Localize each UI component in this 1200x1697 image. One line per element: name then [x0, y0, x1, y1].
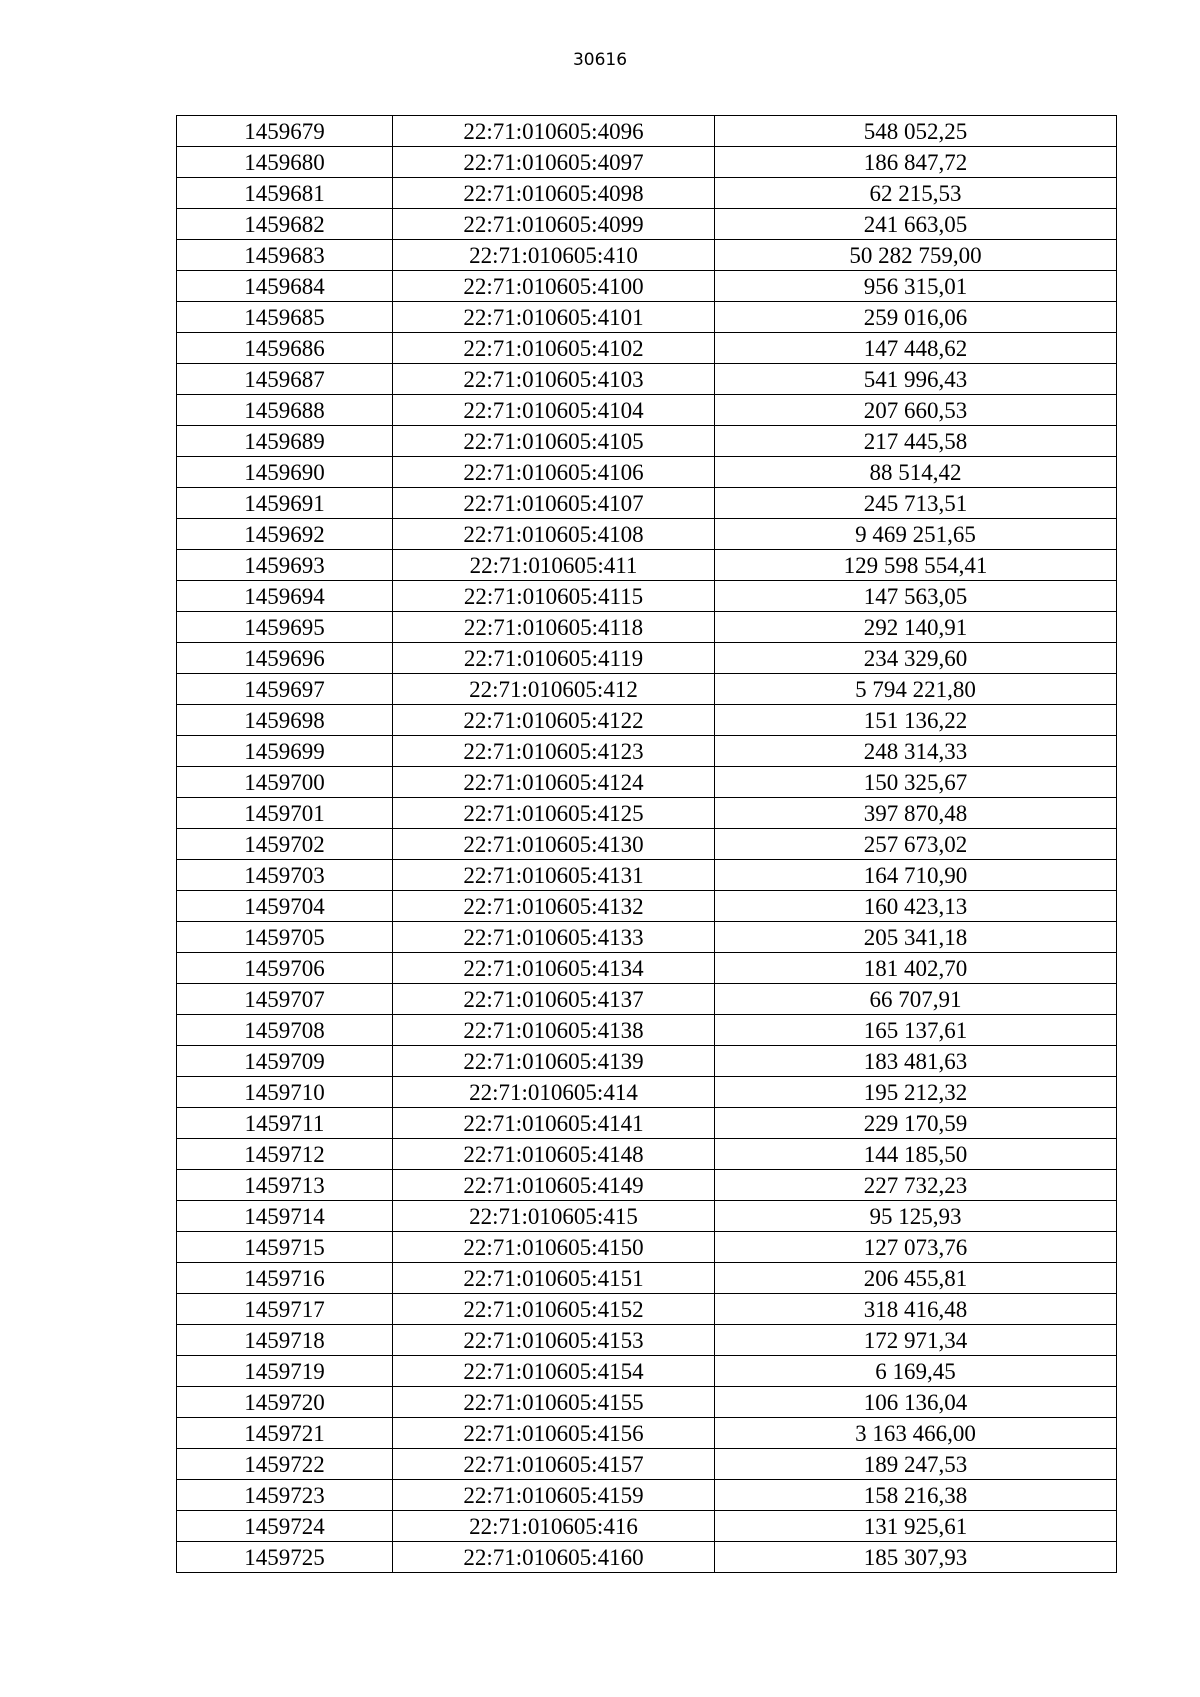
table-row — [177, 395, 1117, 426]
cadastral-number-cell: 22:71:010605:4137 — [393, 984, 715, 1015]
value-cell: 172 971,34 — [715, 1325, 1117, 1356]
cadastral-number-cell: 22:71:010605:4131 — [393, 860, 715, 891]
value-cell: 206 455,81 — [715, 1263, 1117, 1294]
table-row — [177, 767, 1117, 798]
table-row — [177, 550, 1117, 581]
cadastral-number-cell: 22:71:010605:4102 — [393, 333, 715, 364]
table-row — [177, 1480, 1117, 1511]
row-number-cell: 1459714 — [177, 1201, 393, 1232]
row-number-cell: 1459722 — [177, 1449, 393, 1480]
table-row — [177, 736, 1117, 767]
row-number-cell: 1459689 — [177, 426, 393, 457]
cadastral-number-cell: 22:71:010605:410 — [393, 240, 715, 271]
row-number-cell: 1459713 — [177, 1170, 393, 1201]
table-row — [177, 984, 1117, 1015]
value-cell: 158 216,38 — [715, 1480, 1117, 1511]
table-row — [177, 1542, 1117, 1573]
data-table — [176, 115, 1117, 1573]
table-row — [177, 860, 1117, 891]
row-number-cell: 1459691 — [177, 488, 393, 519]
table-row — [177, 1325, 1117, 1356]
cadastral-number-cell: 22:71:010605:4097 — [393, 147, 715, 178]
row-number-cell: 1459710 — [177, 1077, 393, 1108]
page-number: 30616 — [572, 50, 628, 70]
table-row — [177, 519, 1117, 550]
table-row — [177, 1294, 1117, 1325]
cadastral-number-cell: 22:71:010605:4151 — [393, 1263, 715, 1294]
row-number-cell: 1459690 — [177, 457, 393, 488]
row-number-cell: 1459720 — [177, 1387, 393, 1418]
cadastral-number-cell: 22:71:010605:4159 — [393, 1480, 715, 1511]
row-number-cell: 1459723 — [177, 1480, 393, 1511]
table-row — [177, 1170, 1117, 1201]
cadastral-number-cell: 22:71:010605:4157 — [393, 1449, 715, 1480]
value-cell: 164 710,90 — [715, 860, 1117, 891]
row-number-cell: 1459688 — [177, 395, 393, 426]
cadastral-number-cell: 22:71:010605:4124 — [393, 767, 715, 798]
table-row — [177, 1108, 1117, 1139]
value-cell: 185 307,93 — [715, 1542, 1117, 1573]
table-row — [177, 240, 1117, 271]
table-row — [177, 209, 1117, 240]
value-cell: 245 713,51 — [715, 488, 1117, 519]
row-number-cell: 1459725 — [177, 1542, 393, 1573]
row-number-cell: 1459692 — [177, 519, 393, 550]
cadastral-number-cell: 22:71:010605:4107 — [393, 488, 715, 519]
value-cell: 234 329,60 — [715, 643, 1117, 674]
table-row — [177, 1449, 1117, 1480]
table-row — [177, 612, 1117, 643]
cadastral-number-cell: 22:71:010605:4118 — [393, 612, 715, 643]
table-row — [177, 457, 1117, 488]
value-cell: 227 732,23 — [715, 1170, 1117, 1201]
value-cell: 189 247,53 — [715, 1449, 1117, 1480]
value-cell: 217 445,58 — [715, 426, 1117, 457]
value-cell: 151 136,22 — [715, 705, 1117, 736]
cadastral-number-cell: 22:71:010605:4141 — [393, 1108, 715, 1139]
table-row — [177, 705, 1117, 736]
table-row — [177, 426, 1117, 457]
row-number-cell: 1459719 — [177, 1356, 393, 1387]
value-cell: 127 073,76 — [715, 1232, 1117, 1263]
cadastral-number-cell: 22:71:010605:4098 — [393, 178, 715, 209]
table-row — [177, 798, 1117, 829]
row-number-cell: 1459701 — [177, 798, 393, 829]
cadastral-number-cell: 22:71:010605:4119 — [393, 643, 715, 674]
value-cell: 956 315,01 — [715, 271, 1117, 302]
cadastral-number-cell: 22:71:010605:4153 — [393, 1325, 715, 1356]
table-row — [177, 581, 1117, 612]
cadastral-number-cell: 22:71:010605:4149 — [393, 1170, 715, 1201]
value-cell: 259 016,06 — [715, 302, 1117, 333]
cadastral-number-cell: 22:71:010605:4130 — [393, 829, 715, 860]
value-cell: 241 663,05 — [715, 209, 1117, 240]
table-row — [177, 1511, 1117, 1542]
table-row — [177, 271, 1117, 302]
table-row — [177, 302, 1117, 333]
cadastral-number-cell: 22:71:010605:4138 — [393, 1015, 715, 1046]
row-number-cell: 1459697 — [177, 674, 393, 705]
value-cell: 207 660,53 — [715, 395, 1117, 426]
value-cell: 50 282 759,00 — [715, 240, 1117, 271]
value-cell: 9 469 251,65 — [715, 519, 1117, 550]
cadastral-number-cell: 22:71:010605:4100 — [393, 271, 715, 302]
row-number-cell: 1459715 — [177, 1232, 393, 1263]
cadastral-number-cell: 22:71:010605:412 — [393, 674, 715, 705]
table-row — [177, 364, 1117, 395]
table-row — [177, 953, 1117, 984]
table-row — [177, 1356, 1117, 1387]
table-row — [177, 488, 1117, 519]
row-number-cell: 1459704 — [177, 891, 393, 922]
row-number-cell: 1459694 — [177, 581, 393, 612]
cadastral-number-cell: 22:71:010605:414 — [393, 1077, 715, 1108]
row-number-cell: 1459711 — [177, 1108, 393, 1139]
row-number-cell: 1459681 — [177, 178, 393, 209]
row-number-cell: 1459706 — [177, 953, 393, 984]
cadastral-number-cell: 22:71:010605:4155 — [393, 1387, 715, 1418]
row-number-cell: 1459716 — [177, 1263, 393, 1294]
table-row — [177, 1015, 1117, 1046]
row-number-cell: 1459695 — [177, 612, 393, 643]
value-cell: 186 847,72 — [715, 147, 1117, 178]
value-cell: 541 996,43 — [715, 364, 1117, 395]
cadastral-number-cell: 22:71:010605:4152 — [393, 1294, 715, 1325]
row-number-cell: 1459693 — [177, 550, 393, 581]
row-number-cell: 1459708 — [177, 1015, 393, 1046]
value-cell: 150 325,67 — [715, 767, 1117, 798]
row-number-cell: 1459687 — [177, 364, 393, 395]
cadastral-number-cell: 22:71:010605:4133 — [393, 922, 715, 953]
row-number-cell: 1459698 — [177, 705, 393, 736]
value-cell: 292 140,91 — [715, 612, 1117, 643]
value-cell: 548 052,25 — [715, 116, 1117, 147]
cadastral-number-cell: 22:71:010605:4103 — [393, 364, 715, 395]
table-row — [177, 1077, 1117, 1108]
table-row — [177, 829, 1117, 860]
value-cell: 183 481,63 — [715, 1046, 1117, 1077]
row-number-cell: 1459712 — [177, 1139, 393, 1170]
value-cell: 147 448,62 — [715, 333, 1117, 364]
value-cell: 3 163 466,00 — [715, 1418, 1117, 1449]
cadastral-number-cell: 22:71:010605:411 — [393, 550, 715, 581]
value-cell: 5 794 221,80 — [715, 674, 1117, 705]
cadastral-number-cell: 22:71:010605:4150 — [393, 1232, 715, 1263]
value-cell: 147 563,05 — [715, 581, 1117, 612]
table-row — [177, 178, 1117, 209]
table-row — [177, 922, 1117, 953]
value-cell: 88 514,42 — [715, 457, 1117, 488]
value-cell: 95 125,93 — [715, 1201, 1117, 1232]
value-cell: 165 137,61 — [715, 1015, 1117, 1046]
cadastral-number-cell: 22:71:010605:4122 — [393, 705, 715, 736]
row-number-cell: 1459721 — [177, 1418, 393, 1449]
table-row — [177, 1263, 1117, 1294]
cadastral-number-cell: 22:71:010605:4108 — [393, 519, 715, 550]
table-row — [177, 643, 1117, 674]
cadastral-number-cell: 22:71:010605:4104 — [393, 395, 715, 426]
cadastral-number-cell: 22:71:010605:4123 — [393, 736, 715, 767]
cadastral-number-cell: 22:71:010605:4154 — [393, 1356, 715, 1387]
row-number-cell: 1459680 — [177, 147, 393, 178]
cadastral-number-cell: 22:71:010605:4099 — [393, 209, 715, 240]
value-cell: 318 416,48 — [715, 1294, 1117, 1325]
row-number-cell: 1459686 — [177, 333, 393, 364]
cadastral-number-cell: 22:71:010605:4134 — [393, 953, 715, 984]
table-row — [177, 1201, 1117, 1232]
table-row — [177, 1046, 1117, 1077]
cadastral-number-cell: 22:71:010605:4160 — [393, 1542, 715, 1573]
row-number-cell: 1459724 — [177, 1511, 393, 1542]
cadastral-number-cell: 22:71:010605:4156 — [393, 1418, 715, 1449]
cadastral-number-cell: 22:71:010605:4125 — [393, 798, 715, 829]
cadastral-number-cell: 22:71:010605:4101 — [393, 302, 715, 333]
cadastral-number-cell: 22:71:010605:4106 — [393, 457, 715, 488]
row-number-cell: 1459682 — [177, 209, 393, 240]
cadastral-number-cell: 22:71:010605:4148 — [393, 1139, 715, 1170]
table-row — [177, 1232, 1117, 1263]
value-cell: 257 673,02 — [715, 829, 1117, 860]
table-row — [177, 147, 1117, 178]
table-row — [177, 1139, 1117, 1170]
cadastral-number-cell: 22:71:010605:415 — [393, 1201, 715, 1232]
row-number-cell: 1459696 — [177, 643, 393, 674]
row-number-cell: 1459703 — [177, 860, 393, 891]
value-cell: 160 423,13 — [715, 891, 1117, 922]
table-body — [177, 116, 1117, 1573]
value-cell: 181 402,70 — [715, 953, 1117, 984]
cadastral-number-cell: 22:71:010605:4132 — [393, 891, 715, 922]
table-row — [177, 891, 1117, 922]
row-number-cell: 1459683 — [177, 240, 393, 271]
table-row — [177, 1387, 1117, 1418]
value-cell: 195 212,32 — [715, 1077, 1117, 1108]
table-row — [177, 674, 1117, 705]
value-cell: 6 169,45 — [715, 1356, 1117, 1387]
value-cell: 229 170,59 — [715, 1108, 1117, 1139]
cadastral-number-cell: 22:71:010605:4096 — [393, 116, 715, 147]
row-number-cell: 1459685 — [177, 302, 393, 333]
value-cell: 397 870,48 — [715, 798, 1117, 829]
row-number-cell: 1459707 — [177, 984, 393, 1015]
cadastral-number-cell: 22:71:010605:4115 — [393, 581, 715, 612]
table-row — [177, 116, 1117, 147]
table-row — [177, 1418, 1117, 1449]
value-cell: 129 598 554,41 — [715, 550, 1117, 581]
row-number-cell: 1459679 — [177, 116, 393, 147]
row-number-cell: 1459699 — [177, 736, 393, 767]
value-cell: 106 136,04 — [715, 1387, 1117, 1418]
row-number-cell: 1459717 — [177, 1294, 393, 1325]
value-cell: 144 185,50 — [715, 1139, 1117, 1170]
row-number-cell: 1459718 — [177, 1325, 393, 1356]
value-cell: 248 314,33 — [715, 736, 1117, 767]
cadastral-number-cell: 22:71:010605:416 — [393, 1511, 715, 1542]
row-number-cell: 1459700 — [177, 767, 393, 798]
value-cell: 205 341,18 — [715, 922, 1117, 953]
table-row — [177, 333, 1117, 364]
value-cell: 62 215,53 — [715, 178, 1117, 209]
value-cell: 66 707,91 — [715, 984, 1117, 1015]
row-number-cell: 1459705 — [177, 922, 393, 953]
row-number-cell: 1459684 — [177, 271, 393, 302]
row-number-cell: 1459702 — [177, 829, 393, 860]
cadastral-number-cell: 22:71:010605:4139 — [393, 1046, 715, 1077]
row-number-cell: 1459709 — [177, 1046, 393, 1077]
value-cell: 131 925,61 — [715, 1511, 1117, 1542]
cadastral-number-cell: 22:71:010605:4105 — [393, 426, 715, 457]
